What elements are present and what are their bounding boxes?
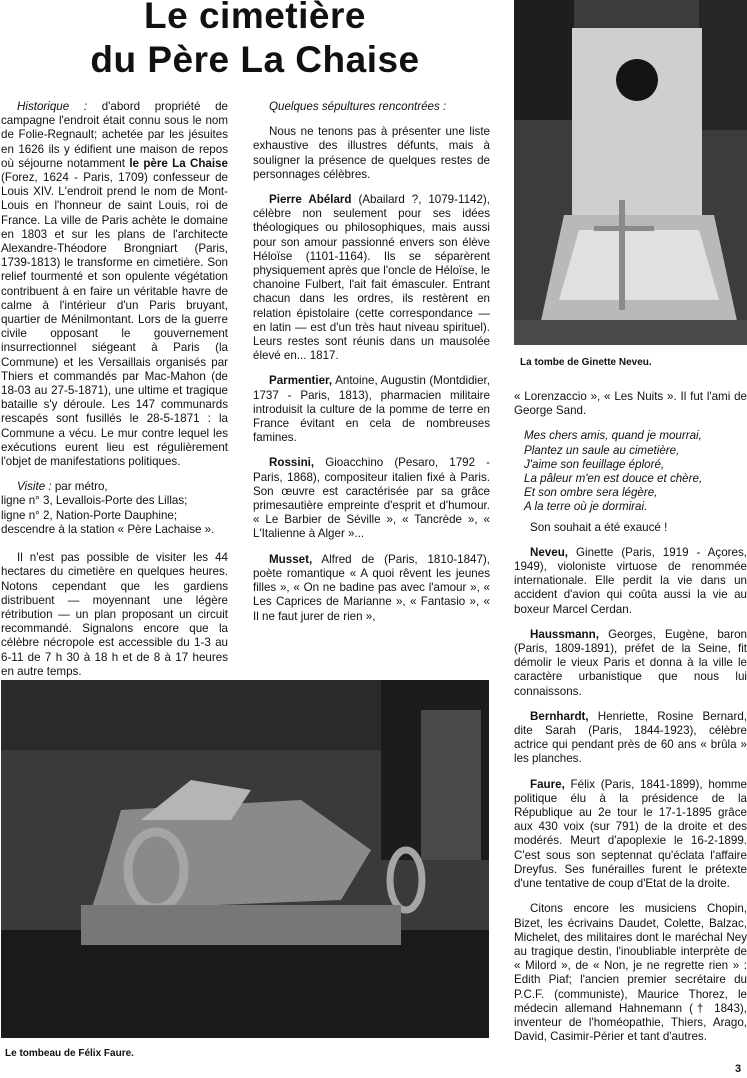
neveu-tomb-illustration <box>514 0 747 345</box>
page-number: 3 <box>735 1063 742 1075</box>
entry-bernhardt-name: Bernhardt, <box>530 709 589 723</box>
poem-line-5: Et son ombre sera légère, <box>524 486 658 500</box>
column-graves-cont <box>514 390 747 1055</box>
photo-neveu-tomb <box>514 0 747 345</box>
graves-heading: Quelques sépultures rencontrées : <box>269 100 447 113</box>
entry-haussmann-name: Haussmann, <box>530 627 599 641</box>
entry-faure-name: Faure, <box>530 777 565 791</box>
poem-line-2: Plantez un saule au cimetière, <box>524 443 680 457</box>
entry-faure-text: Félix (Paris, 1841-1899), homme politique élu à la présidence de la République au 2e tour le 17-1-1895 grâce aux 430 voix (sur 791) de la droite et des modérés. Meurt d'apoplexie le 16-2-1899. C'est sous son septennat qu'éclata l'affaire Dreyfus. Ses funérailles furent le prétexte d'une tentative de coup d'Etat de la droite. <box>514 777 747 891</box>
entry-haussmann-text: Georges, Eugène, baron (Paris, 1809-1891), préfet de la Seine, fit démolir le vieux Paris et donna à la ville le caractère urbanistique que nous lui connaissons. <box>514 627 747 698</box>
photo-faure-tomb <box>1 680 489 1038</box>
visit-line-1: par métro, <box>51 480 108 494</box>
entry-abelard-text: (Abailard ?, 1079-1142), célèbre non seulement pour ses idées théologiques ou philosophiques, mais aussi pour son amour passionné envers son élève Héloïse (1101-1164). Ils se séparèrent physiquement après que l'oncle de Héloïse, le chanoine Fulbert, l'ait fait émasculer. Entrant chacun dans les ordres, ils restèrent en relation épistolaire (cette correspondance — en latin — est d'un très haut niveau spirituel). Leurs restes sont réunis dans un mausolée élevé en... 1817. <box>253 193 490 363</box>
entry-parmentier <box>253 374 490 445</box>
entry-bernhardt <box>514 710 747 767</box>
visit-info-paragraph: Il n'est pas possible de visiter les 44 hectares du cimetière en quelques heures. Notons cependant que les gardiens distribuent — moyennant une légère rétribution — un plan proposant un circuit recommandé. Signalons encore que la célèbre nécropole est accessible du 1-3 au 6-11 de 7 h 30 à 18 h et de 8 à 17 heures en autre temps. <box>1 551 228 678</box>
poem-line-1: Mes chers amis, quand je mourrai, <box>524 429 702 443</box>
caption-neveu: La tombe de Ginette Neveu. <box>520 357 652 368</box>
poem-line-6: A la terre où je dormirai. <box>524 500 648 514</box>
entry-parmentier-text: Antoine, Augustin (Montdidier, 1737 - Paris, 1813), pharmacien militaire introduisit la culture de la pomme de terre en France évitant en cela de nombreuses famines. <box>253 374 490 445</box>
entry-abelard <box>253 193 490 363</box>
caption-faure: Le tombeau de Félix Faure. <box>5 1048 134 1059</box>
wish-line: Son souhait a été exaucé ! <box>530 520 668 534</box>
entry-musset-name: Musset, <box>269 552 313 566</box>
visit-label: Visite : <box>17 480 52 494</box>
entry-rossini <box>253 456 490 541</box>
musset-poem <box>524 429 747 514</box>
page-title <box>10 0 500 82</box>
history-text-2: (Forez, 1624 - Paris, 1709) confesseur de Louis XIV. L'endroit prend le nom de Mont-Louis en l'honneur de saint Louis, roi de France. La ville de Paris achète le domaine en 1803 et sur les plans de l'architecte Alexandre-Théodore Brongniart (Paris, 1739-1813) le transforme en cimetière. Son relief tourmenté et son opulente végétation contribuent à en faire un véritable havre de calme à l'intérieur d'un Paris bruyant, quartier de Ménilmontant. Lors de la guerre civile opposant le gouvernement insurrectionnel siégeant à Paris (la Commune) et les Versaillais organisés par Thiers et commandés par Mac-Mahon (de 18-03 au 27-5-1871), une ultime et tragique bataille s'y déroule. Les 147 communards rescapés sont fusillés le 28-5-1871 : la Commune a vécu. Le mur contre lequel les exécutions eurent lieu est régulièrement l'objet de manifestations politiques. <box>1 171 228 469</box>
entry-neveu-name: Neveu, <box>530 545 569 559</box>
visit-line-2: ligne n° 3, Levallois-Porte des Lillas; <box>1 494 188 508</box>
closing-paragraph: Citons encore les musiciens Chopin, Bizet, les écrivains Daudet, Colette, Balzac, Michelet, des militaires dont le maréchal Ney au tragique destin, l'inoubliable interprète de « Milord », de « Non, je ne regrette rien » : Edith Piaf; l'ancien premier secrétaire du P.C.F. (communiste), Maurice Thorez, le médecin allemand Hahnemann († 1843), inventeur de l'homéopathie, Thiers, Arago, David, Casimir-Périer et tant d'autres. <box>514 902 747 1044</box>
entry-rossini-text: Gioacchino (Pesaro, 1792 - Paris, 1868), compositeur italien fixé à Paris. Son œuvre est caractérisée par sa grâce primesautière empreinte d'esprit et d'humour. « Le Barbier de Séville », « Tancrède », « L'Italienne à Alger »... <box>253 456 490 541</box>
poem-line-4: La pâleur m'en est douce et chère, <box>524 472 703 486</box>
visit-paragraph <box>1 480 228 537</box>
title-line-2: du Père La Chaise <box>90 39 420 80</box>
faure-tomb-illustration <box>1 680 489 1038</box>
poem-line-3: J'aime son feuillage éploré, <box>524 457 665 471</box>
visit-line-3: ligne n° 2, Nation-Porte Dauphine; <box>1 508 178 522</box>
entry-neveu-text: Ginette (Paris, 1919 - Açores, 1949), violoniste virtuose de renommée internationale. Elle perdit la vie dans un accident d'avion qui coûta aussi la vie au boxeur Marcel Cerdan. <box>514 545 747 616</box>
entry-haussmann <box>514 628 747 699</box>
entry-bernhardt-text: Henriette, Rosine Bernard, dite Sarah (Paris, 1844-1923), célèbre actrice qui pendant près de 60 ans « brûla » les planches. <box>514 709 747 766</box>
entry-parmentier-name: Parmentier, <box>269 374 333 388</box>
column-graves <box>253 100 490 635</box>
title-line-1: Le cimetière <box>144 0 366 36</box>
entry-rossini-name: Rossini, <box>269 456 315 470</box>
visit-line-4: descendre à la station « Père Lachaise ». <box>1 522 215 536</box>
musset-continuation: « Lorenzaccio », « Les Nuits ». Il fut l'ami de George Sand. <box>514 390 747 418</box>
history-paragraph <box>1 100 228 469</box>
column-history <box>1 100 228 690</box>
history-text-1: d'abord propriété de campagne l'endroit était connu sous le nom de Folie-Regnault; achetée par les jésuites en 1626 ils y édifient une maison de repos où séjourne notamment <box>1 100 228 170</box>
history-label: Historique : <box>17 100 88 113</box>
entry-neveu <box>514 546 747 617</box>
entry-musset <box>253 553 490 624</box>
graves-intro: Nous ne tenons pas à présenter une liste exhaustive des illustres défunts, mais à souligner la présence de quelques restes de personnages célèbres. <box>253 125 490 181</box>
history-bold-name: le père La Chaise <box>129 156 228 170</box>
entry-faure <box>514 778 747 892</box>
entry-musset-text: Alfred de (Paris, 1810-1847), poète romantique « A quoi rêvent les jeunes filles », « On ne badine pas avec l'amour », « Les Caprices de Marianne », « Fantasio », « Il ne faut jurer de rien », <box>253 552 490 623</box>
entry-abelard-name: Pierre Abélard <box>269 193 352 207</box>
